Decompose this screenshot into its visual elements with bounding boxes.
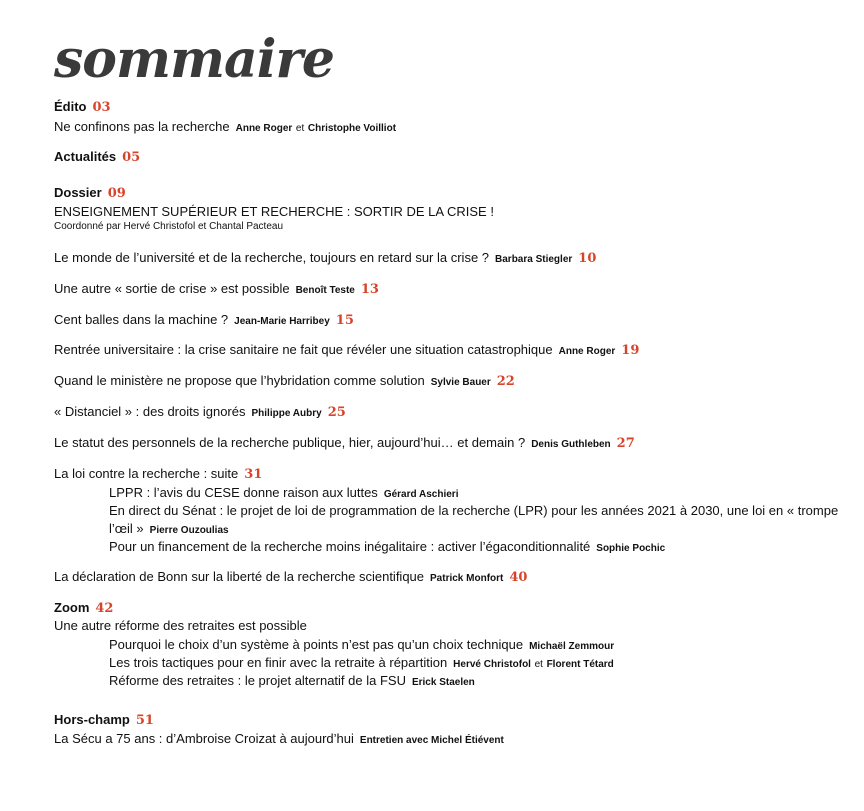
article-title: La déclaration de Bonn sur la liberté de la recherche scientifique [54,569,425,584]
section-label: Dossier [54,185,102,200]
sub-article [54,654,844,674]
article-author: Benoît Teste [295,285,355,296]
dossier-heading: ENSEIGNEMENT SUPÉRIEUR ET RECHERCHE : SORTIR DE LA CRISE ! [54,204,494,219]
article-title: Rentrée universitaire : la crise sanitaire ne fait que révéler une situation catastrophique [54,342,553,357]
page-number: 09 [107,186,126,201]
article-title: LPPR : l’avis du CESE donne raison aux luttes [109,485,378,500]
article-item [54,372,844,392]
article-author: Erick Staelen [411,677,475,688]
article-author: Michaël Zemmour [529,641,615,652]
article-author: Philippe Aubry [251,408,322,419]
article-title: Une autre « sortie de crise » est possible [54,281,290,296]
article-title: Pour un financement de la recherche moins inégalitaire : activer l’égaconditionnalité [109,539,591,554]
section-label: Actualités [54,149,117,164]
sub-article [54,538,844,558]
page-number: 03 [92,100,111,115]
article-title: Cent balles dans la machine ? [54,312,229,327]
page-number: 13 [360,282,379,297]
sub-article [54,484,844,504]
article-item [54,434,844,454]
article-item [54,249,844,269]
conjunction: et [534,659,543,670]
article-author: Jean-Marie Harribey [234,316,330,327]
article-author: Sylvie Bauer [430,377,491,388]
article-title: Une autre réforme des retraites est possible [54,618,307,633]
article-author: Hervé Christofol [453,659,531,670]
article-title: En direct du Sénat : le projet de loi de programmation de la recherche (LPR) pour les années 2021 à 2030, une loi en « trompe l’œil » [109,503,839,536]
article-author: Christophe Voilliot [307,123,397,134]
article-author: Barbara Stiegler [495,254,573,265]
article-item [54,280,844,300]
section-actualites [54,148,844,167]
sub-article [54,672,844,692]
article-title: Le monde de l’université et de la recherche, toujours en retard sur la crise ? [54,250,490,265]
page-number: 25 [327,405,346,420]
article-author: Pierre Ouzoulias [149,525,229,536]
page-number: 42 [95,601,114,616]
article-author: Sophie Pochic [596,543,666,554]
section-dossier [54,184,844,203]
section-zoom [54,599,844,618]
article-title: Réforme des retraites : le projet alternatif de la FSU [109,673,406,688]
article-item [54,403,844,423]
article-title: Le statut des personnels de la recherche publique, hier, aujourd’hui… et demain ? [54,435,526,450]
page-number: 15 [335,313,354,328]
article-author: Florent Tétard [546,659,614,670]
section-edito [54,98,844,117]
article-item [54,311,844,331]
page-number: 05 [122,150,141,165]
section-label: Édito [54,99,87,114]
article-item [54,341,844,361]
page-number: 10 [578,251,597,266]
article-title: Quand le ministère ne propose que l’hybridation comme solution [54,373,425,388]
dossier-coordinators: Coordonné par Hervé Christofol et Chantal Pacteau [54,221,284,232]
sub-article [54,636,844,656]
article-title: Les trois tactiques pour en finir avec la retraite à répartition [109,655,448,670]
page-number: 51 [135,713,154,728]
article-author: Entretien avec Michel Étiévent [359,735,504,746]
article-author: Anne Roger [235,123,293,134]
page-number: 22 [496,374,515,389]
article-title: Ne confinons pas la recherche [54,119,230,134]
section-label: Hors-champ [54,712,130,727]
article-item [54,730,844,750]
page-title: sommaire [54,29,334,90]
page-number: 31 [244,467,263,482]
page-number: 19 [621,343,640,358]
section-horschamp [54,711,844,730]
article-author: Patrick Monfort [430,573,504,584]
article-edito [54,118,844,138]
article-item [54,465,844,484]
section-label: Zoom [54,600,90,615]
article-title: Pourquoi le choix d’un système à points n’est pas qu’un choix technique [109,637,524,652]
article-author: Gérard Aschieri [383,489,459,500]
conjunction: et [295,123,305,134]
page-number: 27 [616,436,635,451]
page-number: 40 [509,570,528,585]
article-item [54,568,844,588]
article-title: « Distanciel » : des droits ignorés [54,404,246,419]
article-author: Denis Guthleben [531,439,611,450]
sub-article [54,502,844,540]
article-author: Anne Roger [558,346,616,357]
article-title: La loi contre la recherche : suite [54,466,239,481]
article-title: La Sécu a 75 ans : d’Ambroise Croizat à aujourd’hui [54,731,354,746]
